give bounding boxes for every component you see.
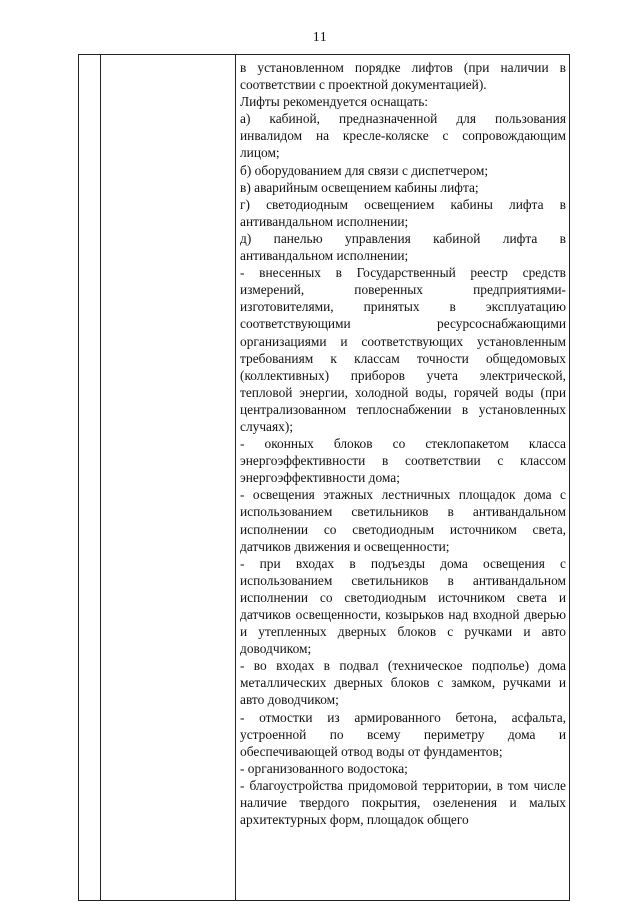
paragraph: Лифты рекомендуется оснащать:: [240, 94, 429, 110]
table-row: [79, 55, 570, 901]
paragraph: г) светодиодным освещением кабины лифта в антивандальном исполнении;: [240, 196, 566, 229]
paragraph: - во входах в подвал (техническое подполье) дома металлических дверных блоков с замком, ручками и авто доводчиком;: [240, 658, 566, 708]
paragraph: - внесенных в Государственный реестр средств измерений, поверенных предприятиями-изготовителями, принятых в эксплуатацию соответствующими ресурсоснабжающими организациями и соответствующих установленным требованиям к классам точности общедомовых (коллективных) приборов учета электрической, тепловой энергии, холодной воды, горячей воды (при централизованном теплоснабжении в установленных случаях);: [240, 265, 566, 434]
paragraph: в) аварийным освещением кабины лифта;: [240, 179, 479, 195]
page-number: 11: [312, 30, 328, 45]
paragraph: - благоустройства придомовой территории, в том числе наличие твердого покрытия, озеленения и малых архитектурных форм, площадок общего: [240, 777, 566, 828]
paragraph: б) оборудованием для связи с диспетчером;: [240, 162, 489, 178]
cell-text: [236, 55, 569, 900]
paragraph: - организованного водостока;: [240, 760, 408, 776]
table-cell-index: [79, 55, 101, 901]
paragraph: - отмостки из армированного бетона, асфальта, устроенной по всему периметру дома и обеспечивающей отвод воды от фундаментов;: [240, 709, 566, 759]
requirements-table: [78, 54, 570, 901]
table-cell-content: [236, 55, 570, 901]
table-cell-name: [101, 55, 236, 901]
paragraph: - при входах в подъезды дома освещения с использованием светильников в антивандальном исполнении со светодиодным источником света и датчиков освещенности, козырьков над входной дверью и утепленных дверных блоков с ручками и авто доводчиком;: [240, 555, 566, 657]
paragraph: - оконных блоков со стеклопакетом класса энергоэффективности в соответствии с классом энергоэффективности дома;: [240, 436, 566, 486]
paragraph: а) кабиной, предназначенной для пользования инвалидом на кресле-коляске с сопровождающим лицом;: [240, 111, 566, 161]
paragraph: - освещения этажных лестничных площадок дома с использованием светильников в антивандальном исполнении со светодиодным источником света, датчиков движения и освещенности;: [240, 487, 566, 554]
paragraph: д) панелью управления кабиной лифта в антивандальном исполнении;: [240, 230, 566, 264]
paragraph: в установленном порядке лифтов (при наличии в соответствии с проектной документацией).: [240, 60, 566, 93]
